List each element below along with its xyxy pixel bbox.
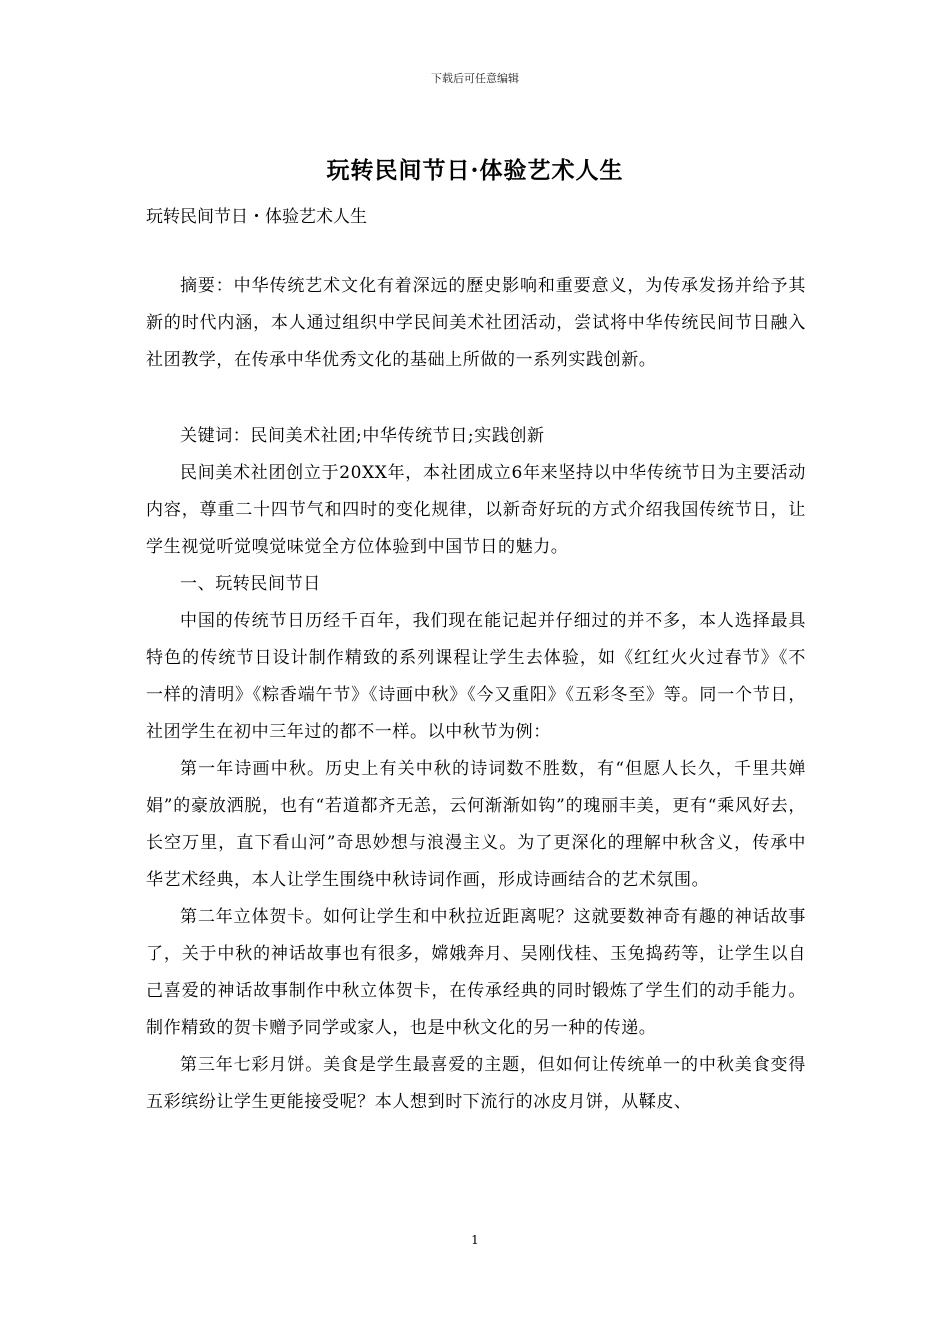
- body-paragraph: 第二年立体贺卡。如何让学生和中秋拉近距离呢？这就要数神奇有趣的神话故事了，关于中秋的神话故事也有很多，嫦娥奔月、吴刚伐桂、玉兔捣药等，让学生以自己喜爱的神话故事制作中秋立体贺卡，在传承经典的同时锻炼了学生们的动手能力。制作精致的贺卡赠予同学或家人，也是中秋文化的另一种的传递。: [146, 907, 806, 1038]
- document-title: 玩转民间节日·体验艺术人生: [326, 157, 624, 184]
- page-number: 1: [471, 1233, 479, 1247]
- body-text-block: [146, 418, 806, 1121]
- section-heading: 一、玩转民间节日: [180, 574, 321, 594]
- abstract-paragraph: 摘要：中华传统艺术文化有着深远的歷史影响和重要意义，为传承发扬并给予其新的时代内涵，本人通过组织中学民间美术社团活动，尝试将中华传统民间节日融入社团教学，在传承中华优秀文化的基础上所做的一系列实践创新。: [146, 276, 806, 370]
- body-paragraph: 第三年七彩月饼。美食是学生最喜爱的主题，但如何让传统单一的中秋美食变得五彩缤纷让学生更能接受呢？本人想到时下流行的冰皮月饼，从鞣皮、: [146, 1055, 806, 1112]
- keywords-paragraph: 关键词：民间美术社团;中华传统节日;实践创新: [180, 426, 545, 446]
- body-paragraph: 第一年诗画中秋。历史上有关中秋的诗词数不胜数，有“但愿人长久，千里共婵娟”的豪放洒脱，也有“若道都齐无恙，云何渐渐如钩”的瑰丽丰美，更有“乘风好去，长空万里，直下看山河”奇思妙想与浪漫主义。为了更深化的理解中秋含义，传承中华艺术经典，本人让学生围绕中秋诗词作画，形成诗画结合的艺术氛围。: [146, 759, 806, 890]
- header-note: 下载后可任意编辑: [431, 72, 519, 85]
- abstract-block: [146, 268, 806, 379]
- document-subtitle: 玩转民间节日・体验艺术人生: [146, 207, 367, 227]
- body-paragraph: 中国的传统节日历经千百年，我们现在能记起并仔细过的并不多，本人选择最具特色的传统节日设计制作精致的系列课程让学生去体验，如《红红火火过春节》《不一样的清明》《粽香端午节》《诗画中秋》《今又重阳》《五彩冬至》等。同一个节日，社团学生在初中三年过的都不一样。以中秋节为例：: [146, 611, 806, 742]
- intro-paragraph: 民间美术社团创立于20XX年，本社团成立6年来坚持以中华传统节日为主要活动内容，尊重二十四节气和四时的变化规律，以新奇好玩的方式介绍我国传统节日，让学生视觉听觉嗅觉味觉全方位体验到中国节日的魅力。: [146, 463, 806, 557]
